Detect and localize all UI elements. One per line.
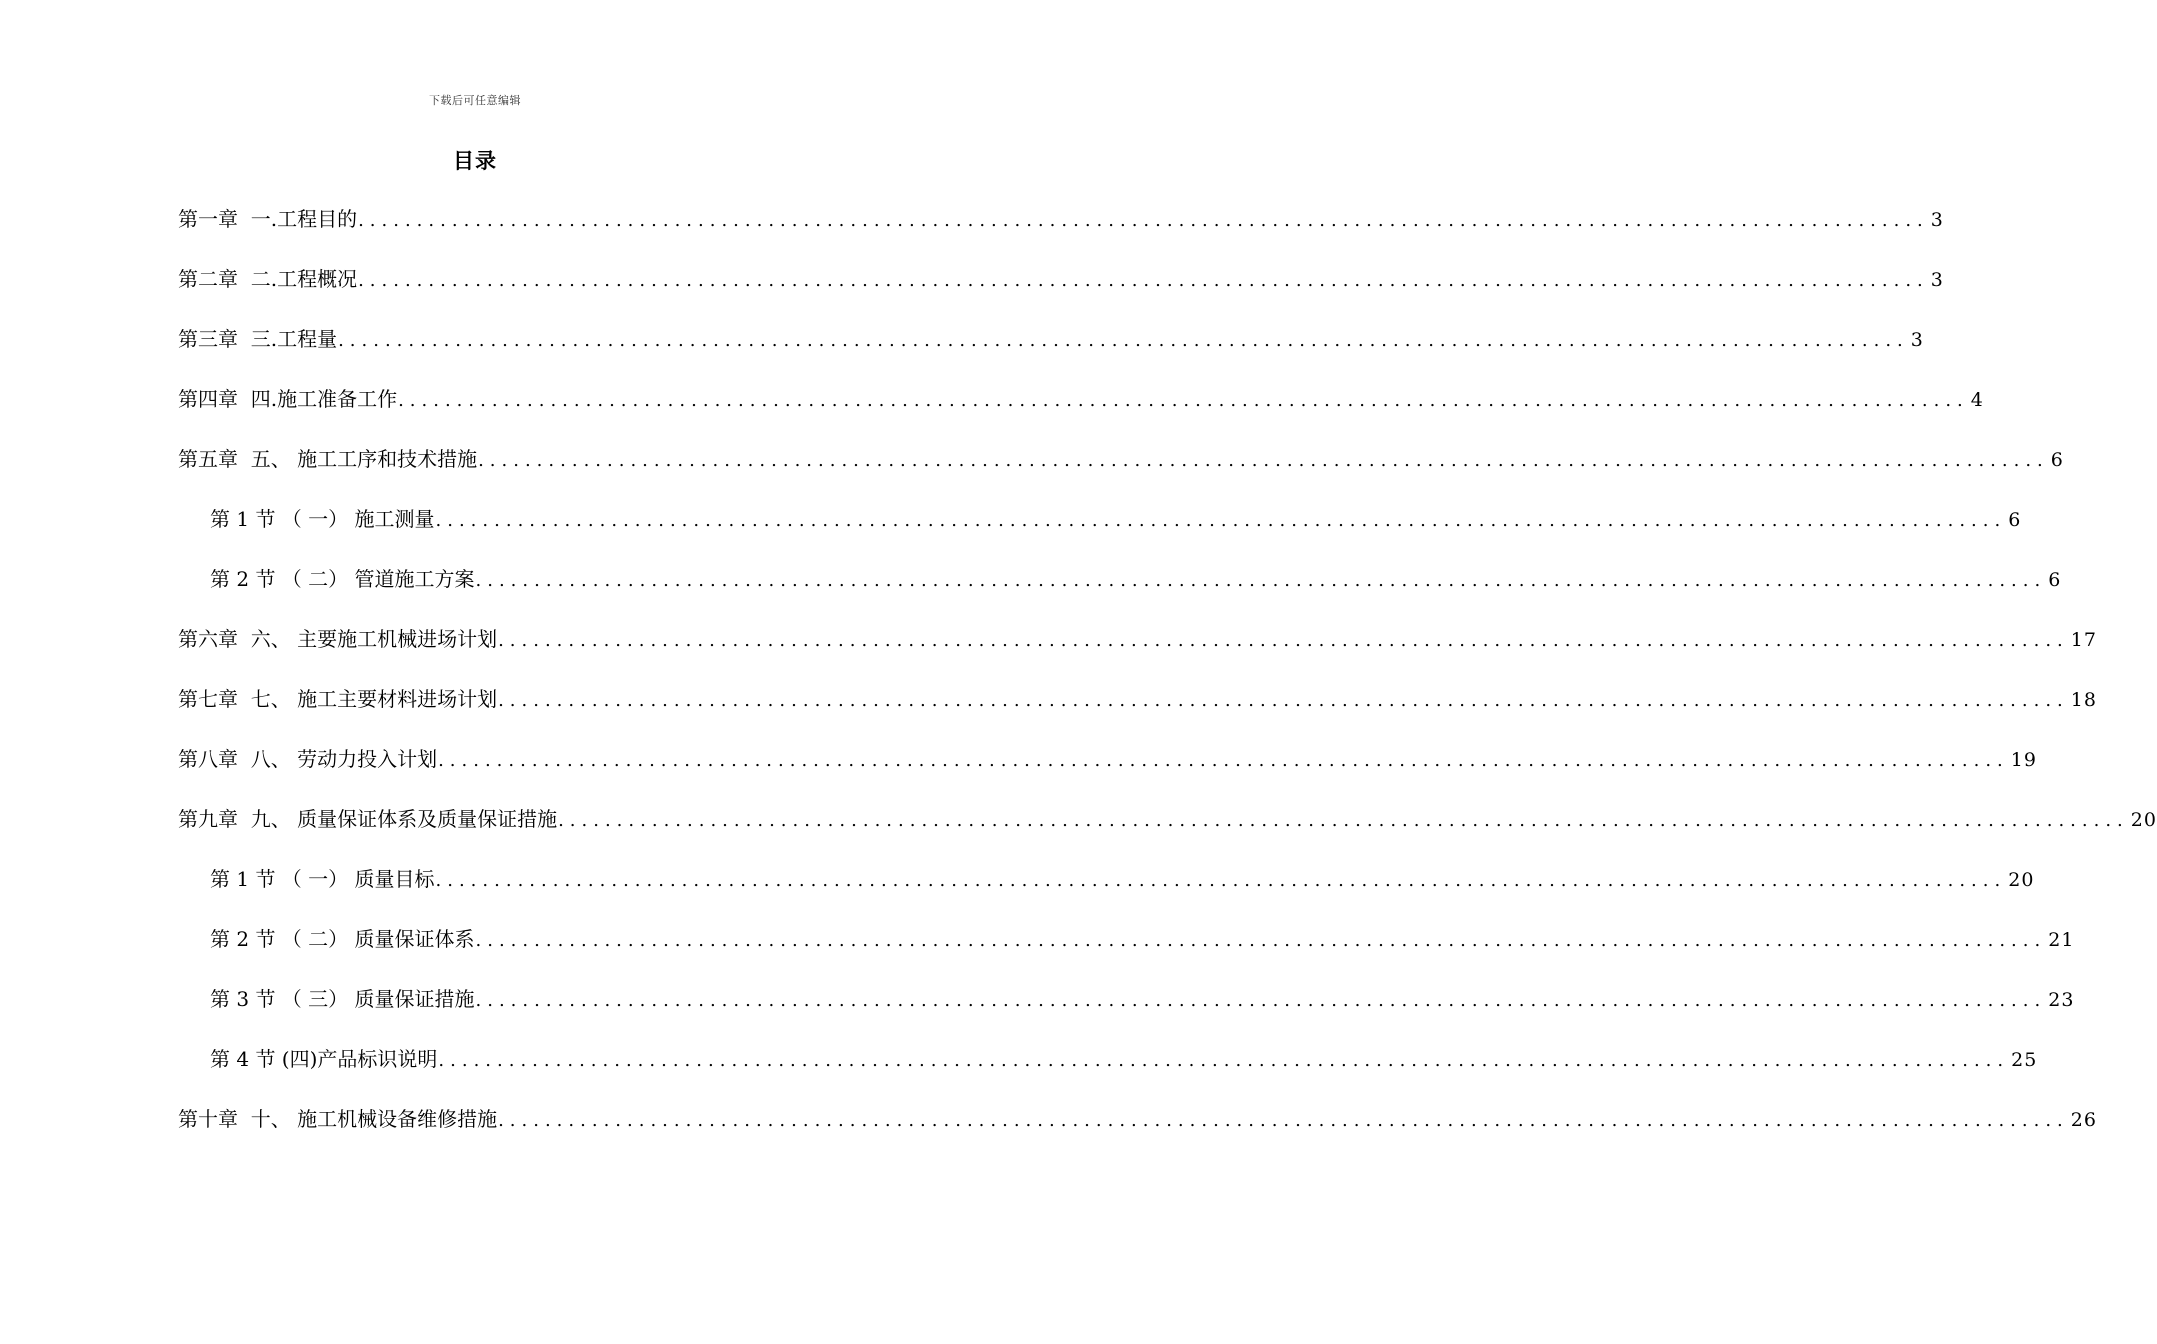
toc-leader: ...................................................................................................................................... — [475, 930, 2047, 951]
toc-page-number: 20 — [2130, 809, 2157, 831]
toc-entry-chapter-2[interactable] — [178, 264, 1944, 294]
toc-leader: ...................................................................................................................................... — [438, 750, 2009, 771]
toc-leader: ...................................................................................................................................... — [438, 1050, 2010, 1071]
toc-page-number: 19 — [2010, 749, 2037, 771]
toc-entry-text: 第五章 五、 施工工序和技术措施 — [178, 447, 478, 471]
toc-entry-text: 第 2 节 （ 二） 质量保证体系 — [210, 927, 475, 951]
toc-entry-section-9-2[interactable] — [210, 924, 2075, 954]
toc-entry-text: 第一章 一.工程目的 — [178, 207, 358, 231]
toc-entry-text: 第九章 九、 质量保证体系及质量保证措施 — [178, 807, 558, 831]
toc-leader: ...................................................................................................................................... — [475, 570, 2047, 591]
toc-entry-text: 第六章 六、 主要施工机械进场计划 — [178, 627, 498, 651]
toc-page-number: 3 — [1930, 209, 1944, 231]
toc-entry-text: 第十章 十、 施工机械设备维修措施 — [178, 1107, 498, 1131]
toc-page-number: 26 — [2070, 1109, 2097, 1131]
toc-page-number: 20 — [2008, 869, 2035, 891]
toc-entry-text: 第四章 四.施工准备工作 — [178, 387, 398, 411]
toc-entry-chapter-6[interactable] — [178, 624, 2097, 654]
toc-leader: ...................................................................................................................................... — [398, 390, 1969, 411]
toc-entry-chapter-9[interactable] — [178, 804, 2157, 834]
toc-entry-text: 第三章 三.工程量 — [178, 327, 338, 351]
toc-title: 目录 — [453, 149, 497, 173]
toc-page-number: 3 — [1910, 329, 1924, 351]
toc-entry-chapter-1[interactable] — [178, 204, 1944, 234]
header-note: 下载后可任意编辑 — [429, 94, 521, 107]
toc-leader: ...................................................................................................................................... — [435, 510, 2007, 531]
toc-entry-text: 第 1 节 （ 一） 质量目标 — [210, 867, 435, 891]
toc-entry-text: 第 4 节 (四)产品标识说明 — [210, 1047, 438, 1071]
toc-entry-text: 第八章 八、 劳动力投入计划 — [178, 747, 438, 771]
toc-entry-chapter-8[interactable] — [178, 744, 2037, 774]
toc-page-number: 17 — [2070, 629, 2097, 651]
toc-page-number: 21 — [2048, 929, 2075, 951]
toc-entry-text: 第二章 二.工程概况 — [178, 267, 358, 291]
toc-page-number: 6 — [2048, 569, 2062, 591]
toc-entry-section-5-1[interactable] — [210, 504, 2022, 534]
toc-page-number: 6 — [2050, 449, 2064, 471]
toc-leader: ...................................................................................................................................... — [478, 450, 2049, 471]
toc-leader: ...................................................................................................................................... — [338, 330, 1909, 351]
toc-entry-section-9-3[interactable] — [210, 984, 2075, 1014]
toc-page-number: 18 — [2070, 689, 2097, 711]
toc-entry-section-9-1[interactable] — [210, 864, 2035, 894]
toc-leader: ...................................................................................................................................... — [475, 990, 2047, 1011]
toc-entry-chapter-3[interactable] — [178, 324, 1924, 354]
toc-entry-text: 第 1 节 （ 一） 施工测量 — [210, 507, 435, 531]
toc-leader: ...................................................................................................................................... — [435, 870, 2007, 891]
toc-leader: ...................................................................................................................................... — [498, 690, 2069, 711]
toc-leader: ...................................................................................................................................... — [358, 210, 1929, 231]
toc-entry-chapter-5[interactable] — [178, 444, 2064, 474]
toc-entry-chapter-4[interactable] — [178, 384, 1984, 414]
toc-page-number: 6 — [2008, 509, 2022, 531]
toc-entry-text: 第 2 节 （ 二） 管道施工方案 — [210, 567, 475, 591]
toc-leader: ...................................................................................................................................... — [498, 630, 2069, 651]
toc-entry-text: 第七章 七、 施工主要材料进场计划 — [178, 687, 498, 711]
toc-page-number: 25 — [2011, 1049, 2038, 1071]
toc-page-number: 3 — [1930, 269, 1944, 291]
toc-entry-section-9-4[interactable] — [210, 1044, 2038, 1074]
toc-page-number: 4 — [1970, 389, 1984, 411]
toc-page-number: 23 — [2048, 989, 2075, 1011]
toc-entry-chapter-10[interactable] — [178, 1104, 2097, 1134]
toc-entry-section-5-2[interactable] — [210, 564, 2062, 594]
toc-entry-text: 第 3 节 （ 三） 质量保证措施 — [210, 987, 475, 1011]
toc-leader: ...................................................................................................................................... — [498, 1110, 2069, 1131]
toc-leader: ...................................................................................................................................... — [358, 270, 1929, 291]
toc-entry-chapter-7[interactable] — [178, 684, 2097, 714]
toc-leader: ...................................................................................................................................... — [558, 810, 2129, 831]
